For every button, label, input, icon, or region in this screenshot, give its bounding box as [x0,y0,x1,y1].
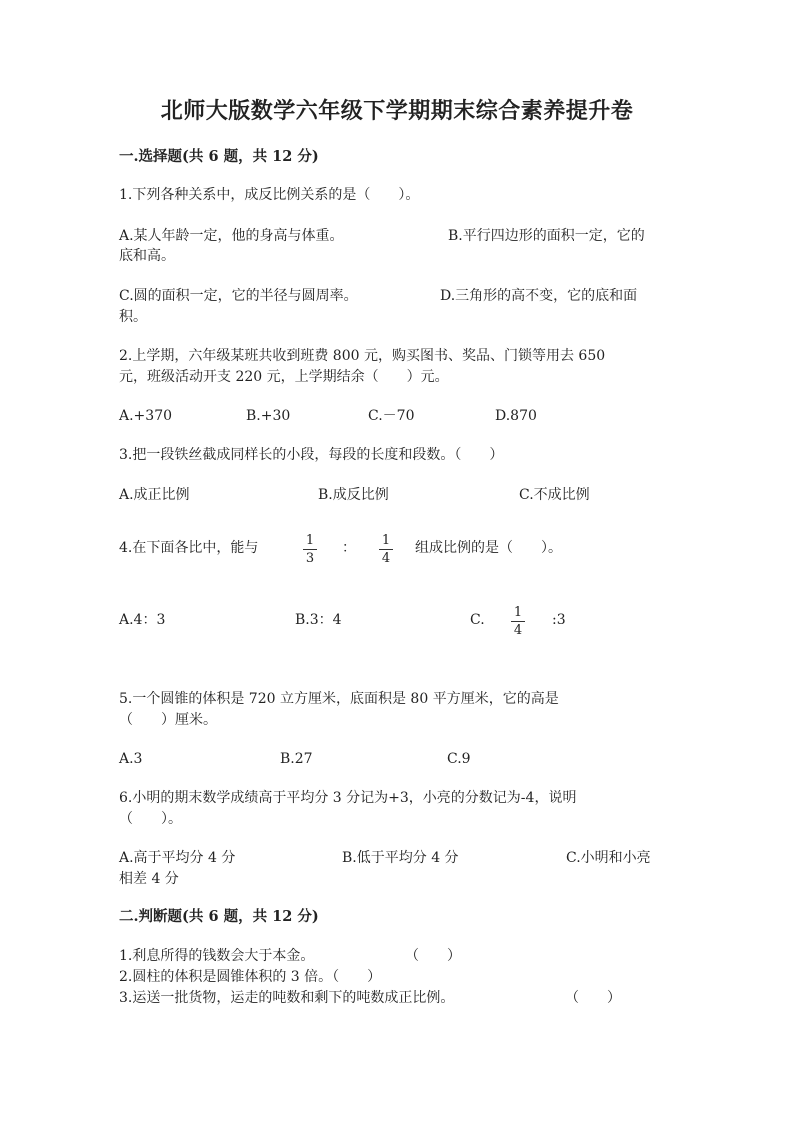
question-5-option-b: B.27 [280,751,313,767]
question-4-option-c-ratio: :3 [552,612,566,628]
question-2-stem-line1: 2.上学期，六年级某班共收到班费 800 元，购买图书、奖品、门锁等用去 650 [119,348,606,364]
question-1-stem: 1.下列各种关系中，成反比例关系的是（ ）。 [119,187,420,203]
question-1-option-b-cont: 底和高。 [119,248,175,264]
section-heading-choice: 一.选择题(共 6 题，共 12 分) [119,148,319,165]
question-1-option-d-cont: 积。 [119,309,147,325]
fraction-numerator: 1 [305,533,315,548]
judge-item-1-text: 1.利息所得的钱数会大于本金。 [119,948,315,964]
page-title: 北师大版数学六年级下学期期末综合素养提升卷 [160,98,634,124]
question-5-option-c: C.9 [447,751,471,767]
question-6-stem-line2: （ ）。 [119,811,182,827]
question-6-option-c: C.小明和小亮 [566,850,651,866]
question-5-option-a: A.3 [119,751,143,767]
question-4-stem-prefix: 4.在下面各比中，能与 [119,540,259,556]
question-2-option-d: D.870 [495,408,537,424]
question-4-option-c-fraction [508,605,528,638]
question-1-option-a: A.某人年龄一定，他的身高与体重。 [119,228,344,244]
question-3-option-b: B.成反比例 [318,487,389,503]
question-4-stem-suffix: 组成比例的是（ ）。 [415,540,562,556]
question-1-option-d: D.三角形的高不变，它的底和面 [440,288,638,304]
question-4-fraction-one-fourth [376,533,396,566]
question-6-stem-line1: 6.小明的期末数学成绩高于平均分 3 分记为+3，小亮的分数记为-4，说明 [119,790,577,806]
fraction-bar [379,549,393,550]
question-5-stem-line2: （ ）厘米。 [119,712,217,728]
question-2-option-c: C.－70 [368,408,415,424]
question-6-option-c-cont: 相差 4 分 [119,871,179,887]
question-4-option-a: A.4：3 [119,612,166,628]
question-3-option-a: A.成正比例 [119,487,190,503]
fraction-denominator: 4 [513,623,523,638]
question-4-option-b: B.3：4 [295,612,342,628]
fraction-denominator: 3 [305,551,315,566]
question-2-stem-line2: 元，班级活动开支 220 元，上学期结余（ ）元。 [119,369,449,385]
question-2-option-b: B.+30 [246,408,291,424]
fraction-bar [303,549,317,550]
fraction-numerator: 1 [513,605,523,620]
question-3-option-c: C.不成比例 [519,487,590,503]
question-4-option-c: C. [470,612,485,628]
fraction-numerator: 1 [381,533,391,548]
judge-item-3-bracket: （ ） [565,990,621,1006]
question-4-colon: ： [342,540,356,556]
fraction-denominator: 4 [381,551,391,566]
question-5-stem-line1: 5.一个圆锥的体积是 720 立方厘米，底面积是 80 平方厘米，它的高是 [119,691,559,707]
question-1-option-c: C.圆的面积一定，它的半径与圆周率。 [119,288,358,304]
question-2-option-a: A.+370 [119,408,173,424]
question-4-fraction-one-third [300,533,320,566]
question-6-option-a: A.高于平均分 4 分 [119,850,236,866]
fraction-bar [511,621,525,622]
question-3-stem: 3.把一段铁丝截成同样长的小段，每段的长度和段数。（ ） [119,447,504,463]
section-heading-judge: 二.判断题(共 6 题，共 12 分) [119,908,319,925]
judge-item-2-text: 2.圆柱的体积是圆锥体积的 3 倍。（ ） [119,969,382,985]
question-1-option-b: B.平行四边形的面积一定，它的 [448,228,645,244]
judge-item-1-bracket: （ ） [405,948,461,964]
question-6-option-b: B.低于平均分 4 分 [342,850,459,866]
judge-item-3-text: 3.运送一批货物，运走的吨数和剩下的吨数成正比例。 [119,990,455,1006]
